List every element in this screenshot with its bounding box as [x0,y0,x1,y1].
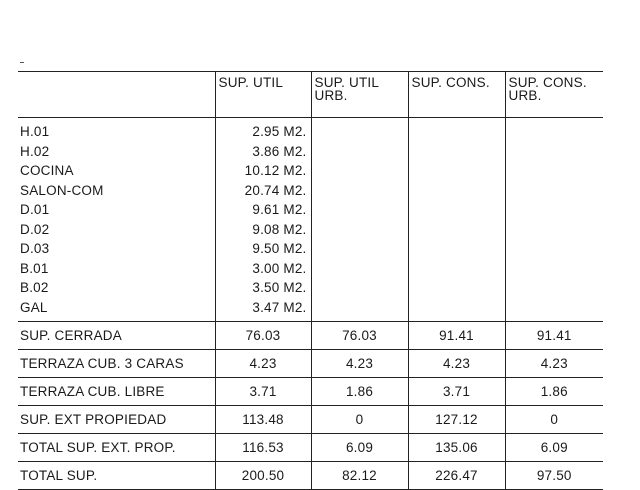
summary-value-util: 76.03 [215,322,311,350]
room-area: 9.50 M2. [252,241,307,256]
empty-cell [505,118,603,322]
summary-value-util-urb: 4.23 [311,350,408,378]
summary-row [18,322,603,350]
room-area: 3.47 M2. [252,299,307,315]
empty-cell [408,118,505,322]
summary-value-util-urb: 1.86 [311,378,408,406]
room-area: 9.61 M2. [252,202,307,217]
room-areas-cell [215,118,311,322]
summary-label: SUP. EXT PROPIEDAD [18,406,215,434]
summary-value-cons-urb: 97.50 [505,462,603,490]
room-name: D.03 [20,241,50,256]
summary-row [18,462,603,490]
summary-value-util: 3.71 [215,378,311,406]
surface-areas-table [18,71,603,490]
header-sup-util: SUP. UTIL [215,72,311,118]
scan-mark [20,62,24,63]
room-names-cell [18,118,215,322]
summary-value-cons-urb: 1.86 [505,378,603,406]
room-area: 20.74 M2. [244,182,307,198]
summary-value-cons: 226.47 [408,462,505,490]
summary-label: TOTAL SUP. EXT. PROP. [18,434,215,462]
summary-value-cons: 91.41 [408,322,505,350]
room-name: COCINA [20,163,74,178]
summary-value-util-urb: 6.09 [311,434,408,462]
summary-row [18,378,603,406]
surface-table-sheet [18,71,603,490]
summary-value-cons: 4.23 [408,350,505,378]
room-area: 10.12 M2. [244,163,307,178]
summary-row [18,434,603,462]
header-label-cell [18,72,215,118]
room-area: 2.95 M2. [252,124,307,139]
summary-value-util: 200.50 [215,462,311,490]
room-area: 9.08 M2. [252,221,307,237]
summary-value-util: 113.48 [215,406,311,434]
summary-row [18,406,603,434]
summary-value-cons-urb: 4.23 [505,350,603,378]
room-name: D.01 [20,202,50,217]
room-area: 3.00 M2. [252,260,307,276]
room-name: B.01 [20,260,49,276]
header-sup-cons-urb: SUP. CONS. URB. [505,72,603,118]
room-name: H.01 [20,124,50,139]
room-name: SALON-COM [20,182,104,198]
summary-value-util-urb: 82.12 [311,462,408,490]
room-name: D.02 [20,221,50,237]
summary-value-cons-urb: 0 [505,406,603,434]
room-name: GAL [20,299,48,315]
room-area: 3.50 M2. [252,280,307,295]
summary-label: TERRAZA CUB. 3 CARAS [18,350,215,378]
summary-value-util-urb: 0 [311,406,408,434]
header-sup-cons: SUP. CONS. [408,72,505,118]
room-name: H.02 [20,143,50,159]
summary-value-util: 4.23 [215,350,311,378]
table-header-row [18,72,603,118]
summary-value-cons: 127.12 [408,406,505,434]
summary-value-util-urb: 76.03 [311,322,408,350]
summary-value-cons-urb: 91.41 [505,322,603,350]
header-sup-util-urb: SUP. UTIL URB. [311,72,408,118]
rooms-block-row [18,118,603,322]
summary-label: TOTAL SUP. [18,462,215,490]
summary-label: SUP. CERRADA [18,322,215,350]
summary-value-cons: 3.71 [408,378,505,406]
room-name: B.02 [20,280,49,295]
summary-row [18,350,603,378]
summary-value-cons-urb: 6.09 [505,434,603,462]
summary-value-cons: 135.06 [408,434,505,462]
empty-cell [311,118,408,322]
summary-label: TERRAZA CUB. LIBRE [18,378,215,406]
room-area: 3.86 M2. [252,143,307,159]
summary-value-util: 116.53 [215,434,311,462]
